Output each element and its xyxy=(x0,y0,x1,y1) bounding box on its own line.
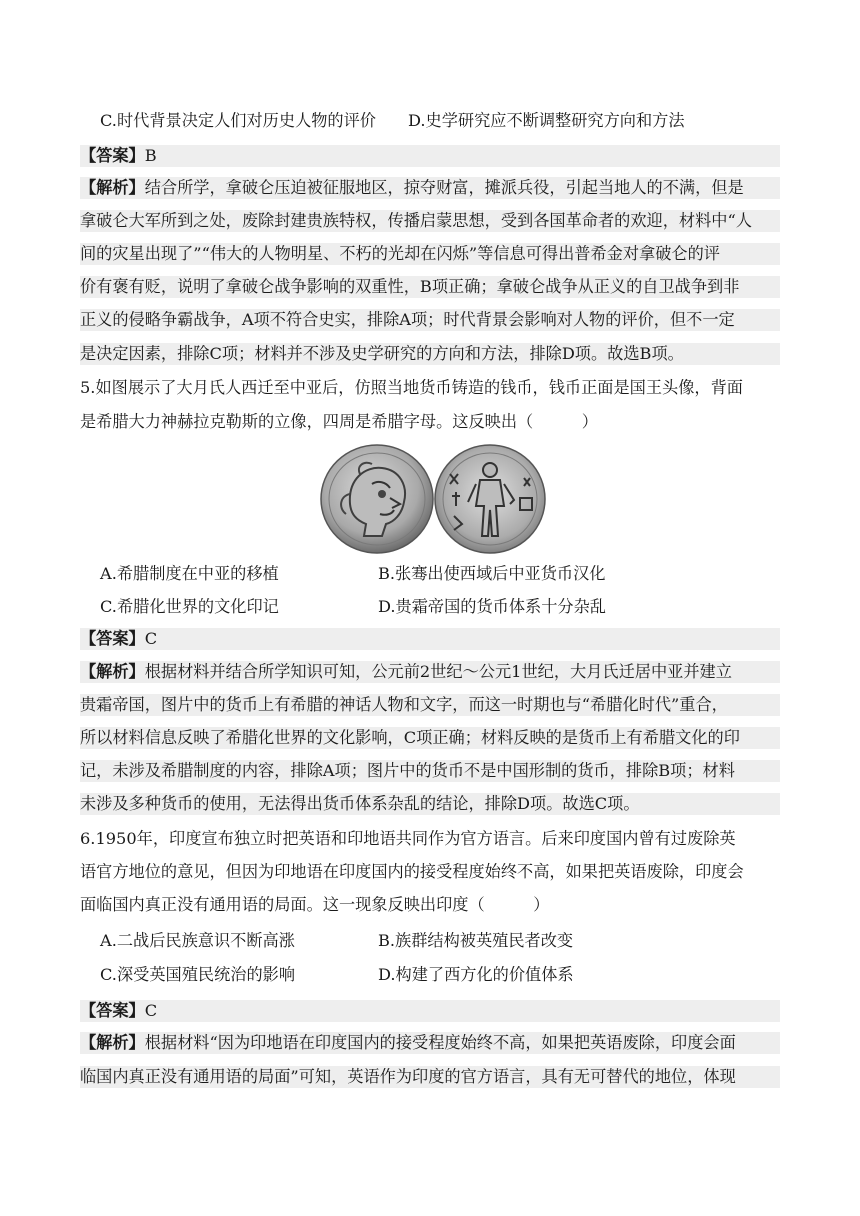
coin-reverse-heracles-icon xyxy=(435,445,545,553)
q5-stem-line-2: 是希腊大力神赫拉克勒斯的立像，四周是希腊字母。这反映出（ ） xyxy=(80,412,598,431)
q6-option-a: A.二战后民族意识不断高涨 xyxy=(100,931,295,950)
q5-analysis-line-1: 【解析】根据材料并结合所学知识可知，公元前2世纪～公元1世纪，大月氏迁居中亚并建立 xyxy=(80,661,780,683)
q6-option-d: D.构建了西方化的价值体系 xyxy=(378,965,574,984)
answer-tag: 【答案】 xyxy=(80,1001,145,1020)
q4-analysis-line-6: 是决定因素，排除C项；材料并不涉及史学研究的方向和方法，排除D项。故选B项。 xyxy=(80,343,780,365)
q4-analysis-line-2: 拿破仑大军所到之处，废除封建贵族特权，传播启蒙思想，受到各国革命者的欢迎，材料中“人 xyxy=(80,210,780,232)
answer-tag: 【答案】 xyxy=(80,629,145,648)
q6-option-b: B.族群结构被英殖民者改变 xyxy=(378,931,574,950)
q5-analysis-line-4: 记，未涉及希腊制度的内容，排除A项；图片中的货币不是中国形制的货币，排除B项；材料 xyxy=(80,760,780,782)
coin-obverse-king-head-icon xyxy=(321,445,433,553)
answer-tag: 【答案】 xyxy=(80,146,145,165)
analysis-tag: 【解析】 xyxy=(80,1033,145,1052)
q5-analysis-line-2: 贵霜帝国，图片中的货币上有希腊的神话人物和文字，而这一时期也与“希腊化时代”重合， xyxy=(80,694,780,716)
answer-value: B xyxy=(144,146,157,165)
q6-option-c: C.深受英国殖民统治的影响 xyxy=(100,965,296,984)
q4-option-c: C.时代背景决定人们对历史人物的评价 xyxy=(100,111,376,130)
answer-value: C xyxy=(144,1001,158,1020)
q5-stem-line-1: 5.如图展示了大月氏人西迁至中亚后，仿照当地货币铸造的钱币，钱币正面是国王头像，背面 xyxy=(80,378,743,397)
q5-analysis-line-3: 所以材料信息反映了希腊化世界的文化影响，C项正确；材料反映的是货币上有希腊文化的印 xyxy=(80,727,780,749)
q5-option-b: B.张骞出使西域后中亚货币汉化 xyxy=(378,564,606,583)
q6-stem-line-1: 6.1950年，印度宣布独立时把英语和印地语共同作为官方语言。后来印度国内曾有过废除英 xyxy=(80,829,736,848)
q6-answer xyxy=(80,1000,780,1022)
q5-option-a: A.希腊制度在中亚的移植 xyxy=(100,564,279,583)
q6-stem-line-3: 面临国内真正没有通用语的局面。这一现象反映出印度（ ） xyxy=(80,895,550,914)
coins-figure xyxy=(320,444,546,554)
q6-analysis-line-1: 【解析】根据材料“因为印地语在印度国内的接受程度始终不高，如果把英语废除，印度会面 xyxy=(80,1032,780,1054)
answer-value: C xyxy=(144,629,158,648)
q5-option-d: D.贵霜帝国的货币体系十分杂乱 xyxy=(378,597,606,616)
q5-analysis-line-5: 未涉及多种货币的使用，无法得出货币体系杂乱的结论，排除D项。故选C项。 xyxy=(80,793,780,815)
q5-option-c: C.希腊化世界的文化印记 xyxy=(100,597,279,616)
q4-answer xyxy=(80,145,780,167)
q4-analysis-line-3: 间的灾星出现了”“伟大的人物明星、不朽的光却在闪烁”等信息可得出普希金对拿破仑的评 xyxy=(80,243,780,265)
q6-analysis-line-2: 临国内真正没有通用语的局面”可知，英语作为印度的官方语言，具有无可替代的地位，体现 xyxy=(80,1066,780,1088)
q4-analysis-line-5: 正义的侵略争霸战争，A项不符合史实，排除A项；时代背景会影响对人物的评价，但不一定 xyxy=(80,309,780,331)
q4-analysis-line-4: 价有褒有贬，说明了拿破仑战争影响的双重性，B项正确；拿破仑战争从正义的自卫战争到非 xyxy=(80,276,780,298)
q4-analysis-line-1: 【解析】结合所学，拿破仑压迫被征服地区，掠夺财富，摊派兵役，引起当地人的不满，但是 xyxy=(80,177,780,199)
analysis-tag: 【解析】 xyxy=(80,178,145,197)
q4-option-d: D.史学研究应不断调整研究方向和方法 xyxy=(408,111,685,130)
q5-answer xyxy=(80,628,780,650)
analysis-tag: 【解析】 xyxy=(80,662,145,681)
q6-stem-line-2: 语官方地位的意见，但因为印地语在印度国内的接受程度始终不高，如果把英语废除，印度会 xyxy=(80,862,744,881)
